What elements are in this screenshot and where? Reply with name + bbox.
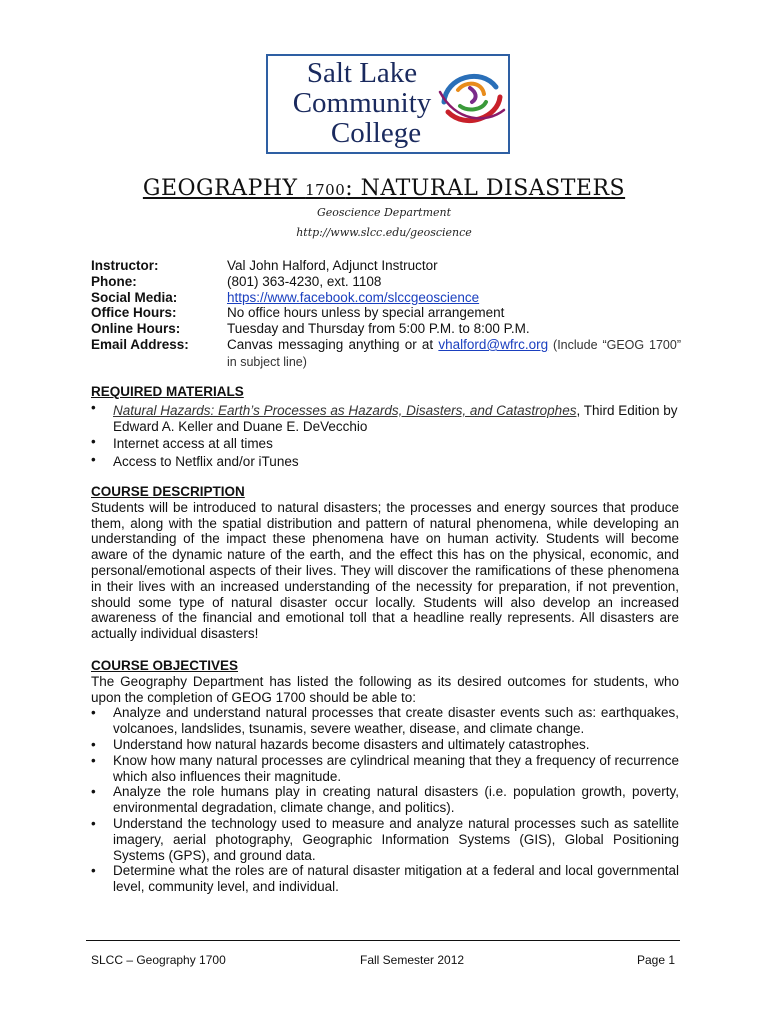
footer-semester: Fall Semester 2012	[360, 953, 465, 967]
list-item: • Understand how natural hazards become disasters and ultimately catastrophes.	[91, 737, 679, 753]
info-value: Tuesday and Thursday from 5:00 P.M. to 8:00 P.M.	[227, 321, 530, 337]
info-label: Office Hours:	[91, 305, 177, 321]
info-row-online-hours	[91, 321, 681, 337]
list-item	[91, 400, 679, 435]
course-description-section	[91, 484, 679, 642]
logo-line-3: College	[330, 117, 422, 149]
list-item: • Understand the technology used to measure and analyze natural processes such as satellite imagery, aerial photography, Geographic Information Systems (GIS), Global Positioning Systems (GPS), and ground data.	[91, 816, 679, 863]
college-logo	[266, 54, 510, 154]
textbook-title: Natural Hazards: Earth’s Processes as Hazards, Disasters, and Catastrophes	[113, 402, 577, 418]
list-item: • Analyze and understand natural processes that create disaster events such as: earthquakes, volcanoes, landslides, tsunamis, severe weather, disease, and climate change.	[91, 705, 679, 737]
logo-wordmark	[282, 58, 442, 148]
logo-line-1: Salt Lake	[306, 57, 418, 89]
info-row-office-hours	[91, 305, 681, 321]
info-label: Email Address:	[91, 336, 189, 352]
department-name: Geoscience Department	[316, 206, 452, 219]
info-label: Instructor:	[91, 258, 159, 273]
department-url[interactable]: http://www.slcc.edu/geoscience	[296, 226, 472, 239]
footer-divider	[86, 940, 680, 941]
course-objectives-section	[91, 658, 679, 895]
list-item: • Determine what the roles are of natural disaster mitigation at a federal and local governmental level, community level, and individual.	[91, 863, 679, 895]
list-item: • Internet access at all times	[91, 434, 679, 452]
footer-course: SLCC – Geography 1700	[91, 953, 226, 967]
info-value: No office hours unless by special arrangement	[227, 305, 505, 321]
required-materials-heading: REQUIRED MATERIALS	[91, 384, 244, 399]
list-item: • Access to Netflix and/or iTunes	[91, 452, 679, 470]
email-note: (Include “GEOG 1700” in subject line)	[227, 337, 682, 369]
list-item: • Know how many natural processes are cylindrical meaning that they a frequency of recurrence which also influences their magnitude.	[91, 753, 679, 785]
info-value: Val John Halford, Adjunct Instructor	[227, 258, 438, 273]
info-row-instructor	[91, 258, 681, 274]
footer-page-number: Page 1	[637, 953, 676, 967]
textbook-details: , Third Edition by Edward A. Keller and Duane E. DeVecchio	[113, 402, 678, 434]
title-main: GEOGRAPHY	[142, 176, 306, 201]
course-objectives-heading: COURSE OBJECTIVES	[91, 658, 239, 673]
instructor-info	[91, 258, 681, 371]
info-label: Phone:	[91, 273, 137, 289]
info-label: Online Hours:	[91, 321, 181, 337]
logo-swirl-icon	[436, 62, 506, 132]
facebook-link[interactable]: https://www.facebook.com/slccgeoscience	[227, 289, 480, 305]
list-item: • Analyze the role humans play in creating natural disasters (i.e. population growth, poverty, environmental degradation, climate change, and politics).	[91, 784, 679, 816]
required-materials-section	[91, 384, 679, 470]
info-row-social	[91, 290, 681, 306]
title-number: 1700	[305, 181, 346, 199]
course-description-text: Students will be introduced to natural disasters; the processes and energy sources that produce them, along with the spatial distribution and pattern of natural phenomena, while developing an understanding of the impact these phenomena have on human activity. Students will become aware of the dynamic nature of the earth, and the effect this has on the physical, economic, and personal/emotional aspects of their lives. They will discover the ramifications of these phenomena in their lives with an increased understanding of the necessity for preparation, if not prevention, should some type of natural disaster occur locally. Students will also develop an increased awareness of the financial and emotional toll that a headline really represents. All disasters are actually individual disasters!	[91, 499, 679, 642]
info-row-phone	[91, 274, 681, 290]
info-row-email	[91, 337, 681, 371]
email-link[interactable]: vhalford@wfrc.org	[438, 336, 549, 352]
info-value: (801) 363-4230, ext. 1108	[227, 273, 382, 289]
email-prefix-text: Canvas messaging anything or at	[227, 336, 439, 352]
course-objectives-intro: The Geography Department has listed the following as its desired outcomes for students, who upon the completion of GEOG 1700 should be able to:	[91, 673, 679, 705]
title-rest: : NATURAL DISASTERS	[345, 176, 626, 201]
info-label: Social Media:	[91, 289, 178, 305]
course-description-heading: COURSE DESCRIPTION	[91, 484, 245, 499]
document-title	[0, 176, 768, 201]
logo-line-2: Community	[292, 87, 432, 119]
